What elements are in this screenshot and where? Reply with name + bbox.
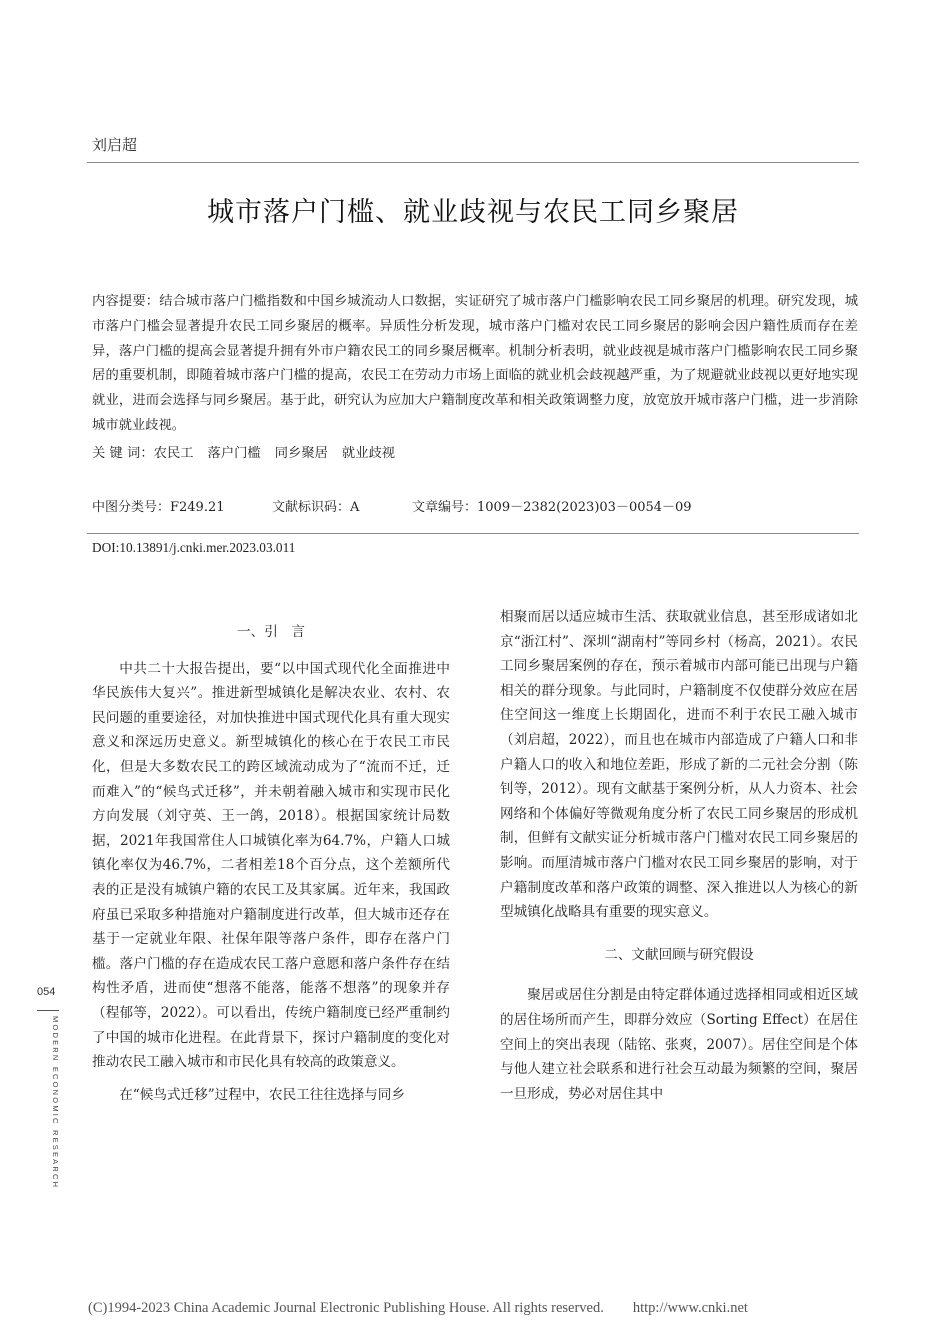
doi: DOI:10.13891/j.cnki.mer.2023.03.011 — [92, 540, 296, 555]
margin-rule — [37, 1010, 59, 1011]
header-rule — [87, 162, 859, 163]
abstract: 内容提要：结合城市落户门槛指数和中国乡城流动人口数据，实证研究了城市落户门槛影响农民工同乡聚居的机理。研究发现，城市落户门槛会显著提升农民工同乡聚居的概率。异质性分析发现，城市落户门槛对农民工同乡聚居的影响会因户籍性质而存在差异，落户门槛的提高会显著提升拥有外市户籍农民工的同乡聚居概率。机制分析表明，就业歧视是城市落户门槛影响农民工同乡聚居的重要机制，即随着城市落户门槛的提高，农民工在劳动力市场上面临的就业机会歧视越严重，为了规避就业歧视以更好地实现就业，进而会选择与同乡聚居。基于此，研究认为应加大户籍制度改革和相关政策调整力度，放宽放开城市落户门槛，进一步消除城市就业歧视。 — [92, 294, 858, 433]
doi-rule — [87, 533, 859, 534]
paragraph: 聚居或居住分割是由特定群体通过选择相同或相近区域的居住场所而产生，即群分效应（Sorting Effect）在居住空间上的突出表现（陆铭、张爽，2007）。居住空间是个体与他人建立社会联系和进行社会互动最为频繁的空间，聚居一旦形成，势必对居住其中 — [500, 987, 858, 1102]
journal-name-vertical: MODERN ECONOMIC RESEARCH — [51, 1016, 60, 1190]
keyword: 同乡聚居 — [274, 446, 328, 461]
right-column — [500, 605, 858, 1106]
clc-number: 中图分类号：F249.21 — [92, 500, 225, 515]
keyword: 落户门槛 — [207, 446, 261, 461]
page-number: 054 — [37, 986, 56, 998]
article-number: 文章编号：1009－2382(2023)03－0054－09 — [412, 500, 692, 515]
section-heading: 二、文献回顾与研究假设 — [604, 946, 754, 963]
keyword: 就业歧视 — [341, 446, 396, 461]
left-column — [92, 620, 450, 1107]
author-name: 刘启超 — [92, 136, 138, 154]
keyword: 农民工 — [153, 446, 194, 461]
section-heading: 一、引 言 — [237, 624, 305, 640]
article-title: 城市落户门槛、就业歧视与农民工同乡聚居 — [207, 197, 739, 228]
paragraph: 在“候鸟式迁移”过程中，农民工往往选择与同乡 — [119, 1086, 405, 1103]
document-code: 文献标识码：A — [272, 500, 360, 515]
paragraph: 相聚而居以适应城市生活、获取就业信息，甚至形成诸如北京“浙江村”、深圳“湖南村”等同乡村（杨高，2021）。农民工同乡聚居案例的存在，预示着城市内部可能已出现与户籍相关的群分现象。与此同时，户籍制度不仅使群分效应在居住空间这一维度上长期固化，进而不利于农民工融入城市（刘启超，2022），而且也在城市内部造成了户籍人口和非户籍人口的收入和地位差距，形成了新的二元社会分割（陈钊等，2012）。现有文献基于案例分析，从人力资本、社会网络和个体偏好等微观角度分析了农民工同乡聚居的形成机制，但鲜有文献实证分析城市落户门槛对农民工同乡聚居的影响。而厘清城市落户门槛对农民工同乡聚居的影响，对于户籍制度改革和落户政策的调整、深入推进以人为核心的新型城镇化战略具有重要的现实意义。 — [500, 609, 858, 921]
keywords — [92, 442, 395, 461]
copyright-footer: (C)1994-2023 China Academic Journal Electronic Publishing House. All rights reserved. http://www.cnki.net — [88, 1300, 748, 1316]
keywords-label: 关 键 词： — [92, 446, 154, 461]
paragraph: 中共二十大报告提出，要“以中国式现代化全面推进中华民族伟大复兴”。推进新型城镇化是解决农业、农村、农民问题的重要途径，对加快推进中国式现代化具有重大现实意义和深远历史意义。新型城镇化的核心在于农民工市民化，但是大多数农民工的跨区域流动成为了“流而不迁，迁而难入”的“候鸟式迁移”，并未朝着融入城市和实现市民化方向发展（刘守英、王一鸽，2018）。根据国家统计局数据，2021年我国常住人口城镇化率为64.7%，户籍人口城镇化率仅为46.7%，二者相差18个百分点，这个差额所代表的正是没有城镇户籍的农民工及其家属。近年来，我国政府虽已采取多种措施对户籍制度进行改革，但大城市还存在基于一定就业年限、社保年限等落户条件，即存在落户门槛。落户门槛的存在造成农民工落户意愿和落户条件存在结构性矛盾，进而使“想落不能落，能落不想落”的现象并存（程郁等，2022）。可以看出，传统户籍制度已经严重制约了中国的城市化进程。在此背景下，探讨户籍制度的变化对推动农民工融入城市和市民化具有较高的政策意义。 — [92, 660, 450, 1071]
